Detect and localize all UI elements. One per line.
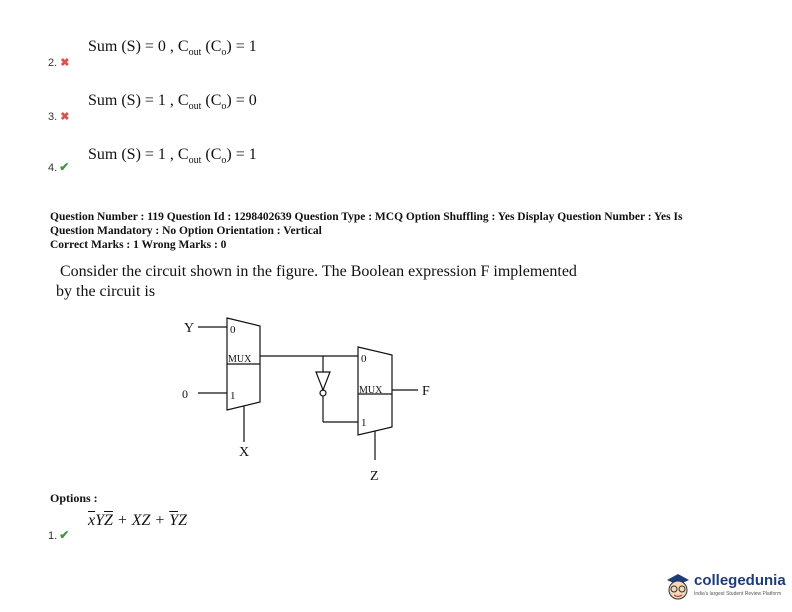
option-2-number: 2. ✖ [48,57,70,69]
mux-2-in0: 0 [361,353,367,365]
correct-mark-icon: ✔ [59,528,70,542]
mux-1-label: MUX [228,354,252,365]
option-3-text: Sum (S) = 1 , $C_{out}$ $(C_o) = 0$ [88,92,257,113]
wrong-mark-icon: ✖ [60,111,70,123]
mux-circuit-diagram [170,310,450,485]
question-meta [50,210,750,252]
option-2-text: Sum (S) = 0 , $C_{out}$ $(C_o) = 1$ [88,38,257,59]
select-z-label: Z [370,469,379,484]
correct-mark-icon: ✔ [59,160,70,174]
mux-2-label: MUX [359,385,383,396]
collegedunia-logo [664,570,788,604]
output-f-label: F [422,384,430,399]
question-text [56,262,620,302]
not-gate [316,372,330,390]
question-line-2: by the circuit is [56,283,156,300]
logo-name: collegedunia [694,572,786,589]
meta-line-3: Correct Marks : 1 Wrong Marks : 0 [50,239,227,251]
mux-1-in1: 1 [230,390,236,402]
options-heading: Options : [50,491,98,505]
input-zero-label: 0 [182,387,188,401]
meta-line-2: Question Mandatory : No Option Orientation : Vertical [50,225,322,237]
wrong-mark-icon: ✖ [60,57,70,69]
logo-mascot-icon [664,570,692,602]
mux-2-in1: 1 [361,417,367,429]
input-y-label: Y [184,321,195,336]
question-line-1: Consider the circuit shown in the figure. The Boolean expression F implemented [60,263,577,280]
option-1-formula: $\overline{x}Y\overline{Z}$ + XZ + $\overline{Y}Z$ [88,512,187,529]
logo-tagline: India's largest Student Review Platform [694,591,782,597]
option-1-number: 1. ✔ [48,528,70,542]
option-4-text: Sum (S) = 1 , $C_{out}$ $(C_o) = 1$ [88,146,257,167]
select-x-label: X [239,445,250,460]
option-3-number: 3. ✖ [48,111,70,123]
meta-line-1: Question Number : 119 Question Id : 1298402639 Question Type : MCQ Option Shuffling : Yes Display Question Number : Yes Is [50,211,683,223]
option-4-number: 4. ✔ [48,160,70,174]
mux-1-in0: 0 [230,324,236,336]
